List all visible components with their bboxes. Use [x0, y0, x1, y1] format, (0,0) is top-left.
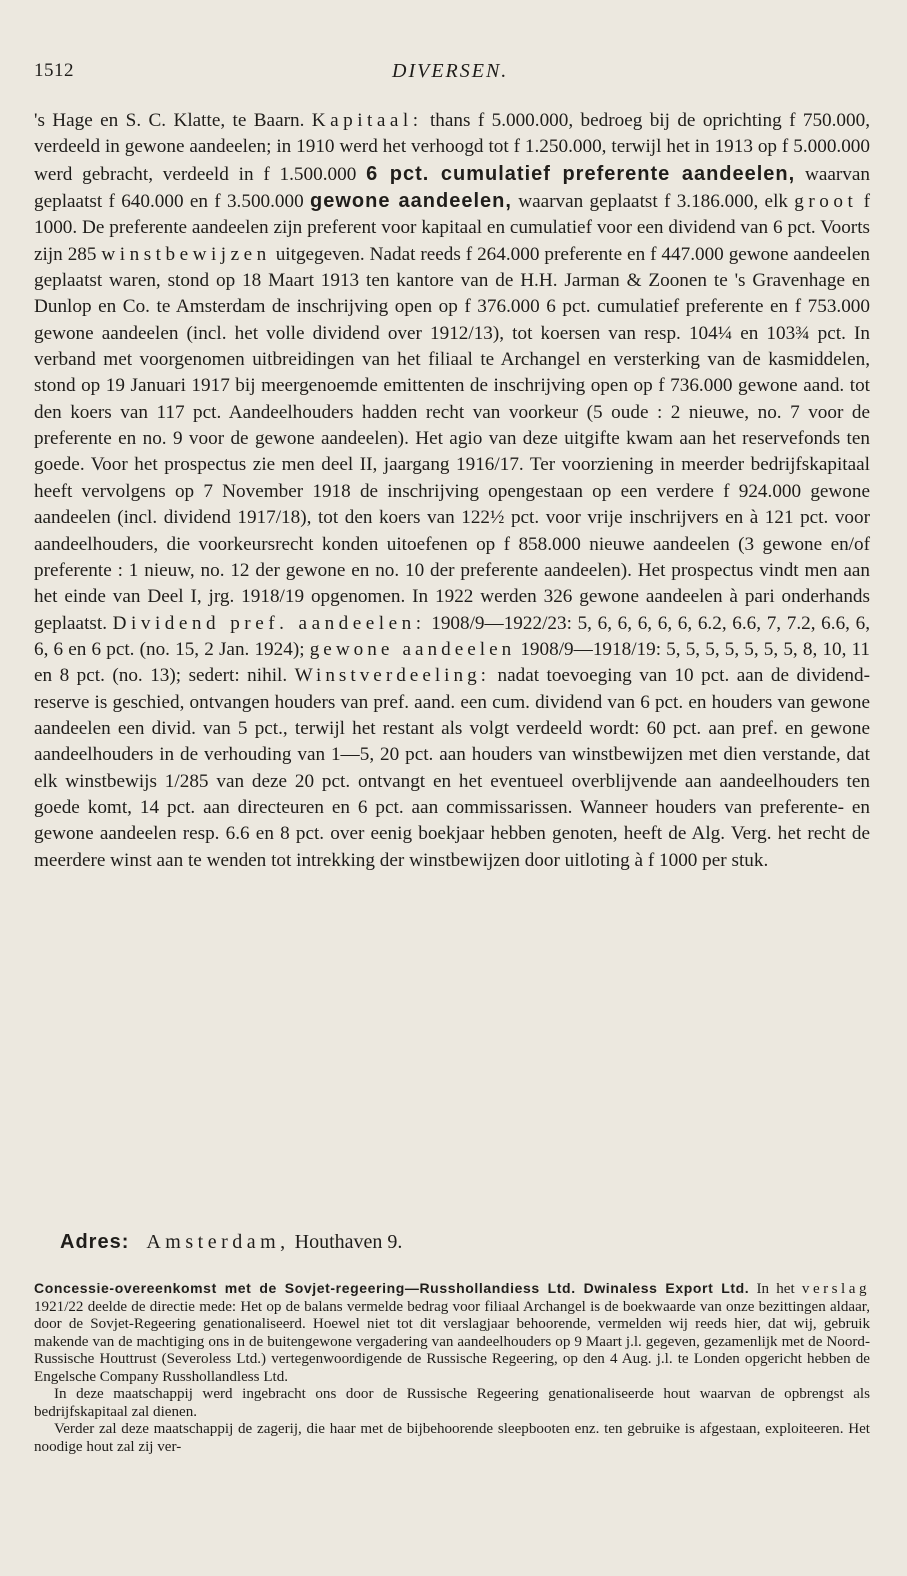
text-segment: waarvan geplaatst f 3.186.000, elk [511, 191, 795, 213]
address-street: Houthaven 9. [294, 1231, 403, 1253]
gewone-aandeelen-heading: gewone aandeelen, [310, 190, 512, 213]
text-segment: thans f 5.000.000, bedroeg bij de oprichting f 750.000, verdeeld in gewone aandeelen; in 1910 werd het verhoogd tot f 1.250.000, terwijl het in 1913 op f 5.000.000 werd gebracht, verdeeld in f 1.500.000 [34, 110, 871, 185]
text-segment: 1908/9—1918/19: 5, 5, 5, 5, 5, 5, 5, 8, 10, 11 en 8 pct. (no. 13); sedert: nihil. [34, 638, 870, 687]
page-header [34, 60, 874, 90]
address-city: Amsterdam, [146, 1231, 290, 1253]
text-segment: nadat toevoeging van 10 pct. aan de dividend-reserve is geschied, ontvangen houders van pref. aand. een cum. dividend van 6 pct. en houders van gewone aandeelen een divid. van 5 pct., terwijl het restant als volgt verdeeld wordt: 60 pct. aan pref. en gewone aandeelhouders in de verhouding van 1—5, 20 pct. aan houders van winstbewijzen met dien verstande, dat elk winstbewijs 1/285 van deze 20 pct. ontvangt en het eventueel overblijvende aan aandeelhouders ten goede komt, 14 pct. aan directeuren en 6 pct. aan commissarissen. Wanneer houders van preferente- en gewone aandeelen resp. 6.6 en 8 pct. over eenig boekjaar hebben genoten, heeft de Alg. Verg. het recht de meerdere winst aan te wenden tot intrekking der winstbewijzen door uitloting à f 1000 per stuk. [34, 665, 870, 871]
winstverdeeling-label: Winstverdeeling: [294, 665, 491, 687]
note-paragraph [34, 1280, 870, 1386]
winstbewijzen-label: winstbewijzen [101, 243, 271, 265]
gewone-aandeelen-label: gewone aandeelen [309, 638, 516, 660]
address-line [34, 1231, 402, 1254]
note-heading: Concessie-overeenkomst met de Sovjet-regeering—Russhollandiess Ltd. Dwinaless Export Ltd. [34, 1280, 750, 1296]
kapitaal-label: Kapitaal: [311, 110, 423, 131]
text-segment: 's Hage en S. C. Klatte, te Baarn. [34, 110, 312, 131]
text-segment: 1908/9—1922/23: 5, 6, 6, 6, 6, 6, 6.2, 6.6, 7, 7.2, 6.6, 6, 6, 6 en 6 pct. (no. 15, 2 Jan. 1924); [34, 612, 870, 660]
text-segment: f 1000. De preferente aandeelen zijn preferent voor kapitaal en cumulatief voor een dividend van 6 pct. Voorts zijn 285 [34, 191, 871, 265]
note-paragraph: Verder zal deze maatschappij de zagerij, die haar met de bijbehoorende sleepbooten enz. ten gebruike is afgestaan, exploiteeren. Het noodige hout zal zij ver- [34, 1421, 870, 1455]
text-segment: 1921/22 deelde de directie mede: Het op de balans vermelde bedrag voor filiaal Archangel is de boekwaarde van onze bezittingen aldaar, door de Sovjet-Regeering genationaliseerd. Hoewel niet tot dit verslagjaar behoorende, vermelden wij reeds hier, dat wij, gebruik makende van de machtiging ons in de buitengewone vergadering van aandeelhouders op 9 Maart j.l. gegeven, gezamenlijk met de Noord-Russische Houttrust (Severoless Ltd.) vertegenwoordigende de Russische Regeering, op den 4 Aug. j.l. te Londen opgericht hebben de Engelsche Company Russhollandless Ltd. [34, 1298, 870, 1385]
text-segment: In het [749, 1281, 802, 1297]
company-description [34, 108, 870, 874]
preferente-aandeelen-heading: 6 pct. cumulatief preferente aandeelen, [366, 162, 796, 185]
concession-note [34, 1280, 870, 1456]
page-number: 1512 [34, 60, 74, 81]
verslag-label: verslag [801, 1281, 870, 1297]
note-paragraph: In deze maatschappij werd ingebracht ons door de Russische Regeering genationaliseerde hout waarvan de opbrengst als bedrijfskapitaal zal dienen. [34, 1386, 870, 1420]
text-segment: waarvan geplaatst f 640.000 en f 3.500.000 [34, 163, 870, 213]
running-title: DIVERSEN. [392, 60, 509, 82]
address-label: Adres: [60, 1231, 130, 1253]
groot-label: groot [794, 191, 858, 213]
dividend-pref-label: Dividend pref. aandeelen: [112, 612, 426, 634]
text-segment: uitgegeven. Nadat reeds f 264.000 preferente en f 447.000 gewone aandeelen geplaatst waren, stond op 18 Maart 1913 ten kantore van de H.H. Jarman & Zoonen te 's Gravenhage en Dunlop en Co. te Amsterdam de inschrijving open op f 376.000 6 pct. cumulatief preferente en f 753.000 gewone aandeelen (incl. het volle dividend over 1912/13), tot koersen van resp. 104¼ en 103¾ pct. In verband met voorgenomen uitbreidingen van het filiaal te Archangel en versterking van de kasmiddelen, stond op 19 Januari 1917 bij meergenoemde emittenten de inschrijving open op f 736.000 gewone aand. tot den koers van 117 pct. Aandeelhouders hadden recht van voorkeur (5 oude : 2 nieuwe, no. 7 voor de preferente en no. 9 voor de gewone aandeelen). Het agio van deze uitgifte kwam aan het reservefonds ten goede. Voor het prospectus zie men deel II, jaargang 1916/17. Ter voorziening in meerder bedrijfskapitaal heeft vervolgens op 7 November 1918 de inschrijving opengestaan op een verdere f 924.000 gewone aandeelen (incl. dividend 1917/18), tot den koers van 122½ pct. voor vrije inschrijvers en à 121 pct. voor aandeelhouders, die voorkeursrecht konden uitoefenen op f 858.000 nieuwe aandeelen (3 gewone en/of preferente : 1 nieuw, no. 12 der gewone en no. 10 der preferente aandeelen). Het prospectus vindt men aan het einde van Deel I, jrg. 1918/19 opgenomen. In 1922 werden 326 gewone aandeelen à pari onderhands geplaatst. [34, 243, 870, 634]
